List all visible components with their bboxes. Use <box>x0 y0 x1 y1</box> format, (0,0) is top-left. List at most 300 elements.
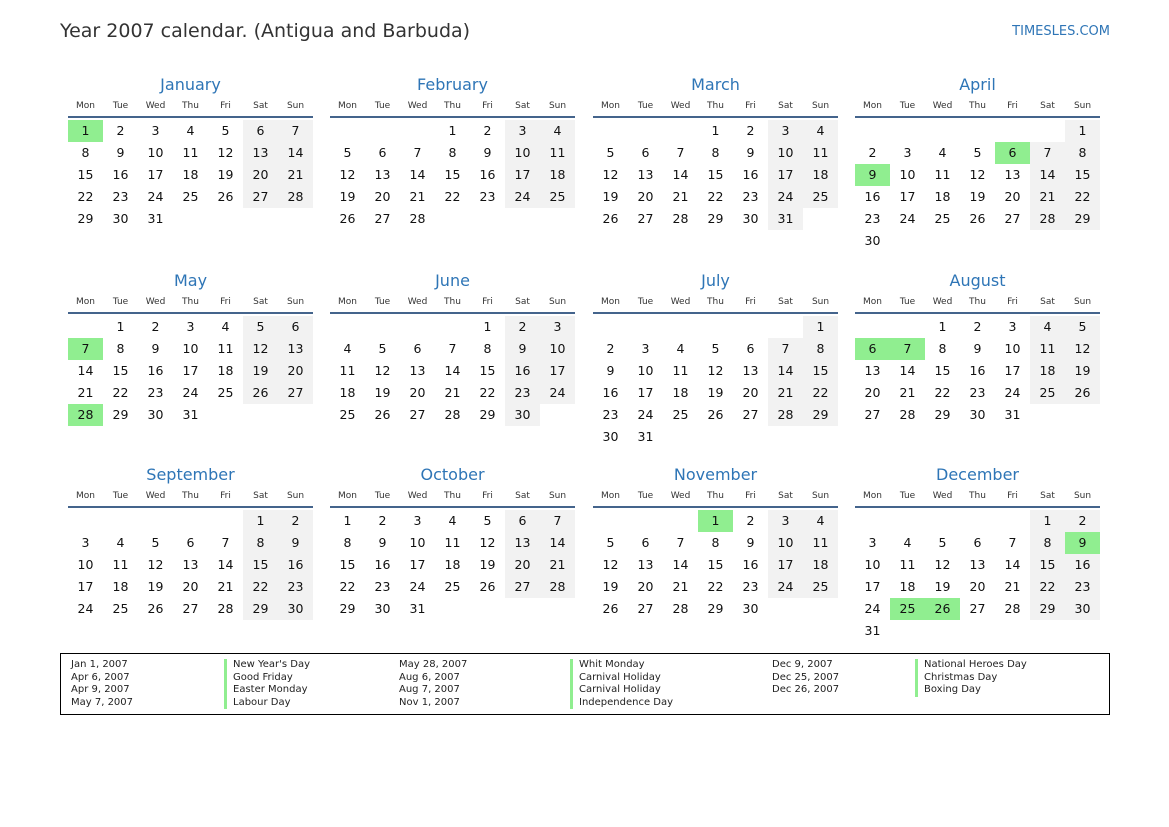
day-cell[interactable]: 16 <box>969 363 986 378</box>
day-cell[interactable]: 6 <box>243 120 278 142</box>
day-cell[interactable]: 8 <box>1030 532 1065 554</box>
day-cell[interactable]: 22 <box>707 579 724 594</box>
day-cell[interactable]: 2 <box>151 319 160 334</box>
day-cell[interactable]: 23 <box>742 189 759 204</box>
day-cell[interactable]: 2 <box>278 510 313 532</box>
day-cell[interactable]: 11 <box>1030 338 1065 360</box>
day-cell[interactable]: 12 <box>602 557 619 572</box>
day-cell[interactable]: 24 <box>540 382 575 404</box>
day-cell[interactable]: 27 <box>969 601 986 616</box>
day-cell[interactable]: 24 <box>768 576 803 598</box>
day-cell[interactable]: 9 <box>378 535 387 550</box>
day-cell[interactable]: 27 <box>243 186 278 208</box>
day-cell[interactable]: 20 <box>637 189 654 204</box>
day-cell[interactable]: 9 <box>483 145 492 160</box>
day-cell[interactable]: 5 <box>606 145 615 160</box>
day-cell[interactable]: 15 <box>1065 164 1100 186</box>
day-cell[interactable]: 16 <box>742 167 759 182</box>
day-cell[interactable]: 15 <box>479 363 496 378</box>
day-cell[interactable]: 19 <box>969 189 986 204</box>
day-cell[interactable]: 24 <box>637 407 654 422</box>
day-cell[interactable]: 30 <box>374 601 391 616</box>
day-cell[interactable]: 22 <box>707 189 724 204</box>
day-cell[interactable]: 28 <box>217 601 234 616</box>
day-cell[interactable]: 4 <box>803 510 838 532</box>
day-cell[interactable]: 15 <box>444 167 461 182</box>
day-cell[interactable]: 26 <box>243 382 278 404</box>
day-cell[interactable]: 20 <box>409 385 426 400</box>
day-cell[interactable]: 28 <box>672 601 689 616</box>
day-cell[interactable]: 28 <box>540 576 575 598</box>
day-cell[interactable]: 1 <box>243 510 278 532</box>
day-cell[interactable]: 23 <box>505 382 540 404</box>
day-cell[interactable]: 23 <box>479 189 496 204</box>
day-cell[interactable]: 14 <box>672 557 689 572</box>
day-cell[interactable]: 15 <box>1030 554 1065 576</box>
day-cell[interactable]: 27 <box>278 382 313 404</box>
day-cell[interactable]: 22 <box>339 579 356 594</box>
day-cell[interactable]: 23 <box>742 579 759 594</box>
day-cell[interactable]: 30 <box>147 407 164 422</box>
day-cell[interactable]: 1 <box>803 316 838 338</box>
holiday-day-cell[interactable]: 9 <box>855 164 890 186</box>
day-cell[interactable]: 8 <box>711 535 720 550</box>
day-cell[interactable]: 2 <box>868 145 877 160</box>
day-cell[interactable]: 12 <box>707 363 724 378</box>
day-cell[interactable]: 21 <box>768 382 803 404</box>
holiday-day-cell[interactable]: 6 <box>855 338 890 360</box>
day-cell[interactable]: 4 <box>676 341 685 356</box>
day-cell[interactable]: 17 <box>505 164 540 186</box>
day-cell[interactable]: 3 <box>768 510 803 532</box>
day-cell[interactable]: 5 <box>938 535 947 550</box>
day-cell[interactable]: 26 <box>602 601 619 616</box>
day-cell[interactable]: 20 <box>278 360 313 382</box>
day-cell[interactable]: 11 <box>339 363 356 378</box>
day-cell[interactable]: 21 <box>217 579 234 594</box>
day-cell[interactable]: 8 <box>711 145 720 160</box>
day-cell[interactable]: 18 <box>803 554 838 576</box>
day-cell[interactable]: 5 <box>221 123 230 138</box>
day-cell[interactable]: 7 <box>768 338 803 360</box>
day-cell[interactable]: 8 <box>1065 142 1100 164</box>
day-cell[interactable]: 8 <box>483 341 492 356</box>
day-cell[interactable]: 5 <box>151 535 160 550</box>
day-cell[interactable]: 26 <box>1065 382 1100 404</box>
day-cell[interactable]: 27 <box>1004 211 1021 226</box>
day-cell[interactable]: 15 <box>707 167 724 182</box>
day-cell[interactable]: 31 <box>147 211 164 226</box>
day-cell[interactable]: 6 <box>746 341 755 356</box>
day-cell[interactable]: 8 <box>803 338 838 360</box>
day-cell[interactable]: 9 <box>606 363 615 378</box>
day-cell[interactable]: 3 <box>1008 319 1017 334</box>
day-cell[interactable]: 17 <box>768 164 803 186</box>
day-cell[interactable]: 17 <box>77 579 94 594</box>
day-cell[interactable]: 3 <box>505 120 540 142</box>
day-cell[interactable]: 12 <box>1065 338 1100 360</box>
day-cell[interactable]: 31 <box>409 601 426 616</box>
day-cell[interactable]: 24 <box>409 579 426 594</box>
day-cell[interactable]: 14 <box>672 167 689 182</box>
day-cell[interactable]: 3 <box>768 120 803 142</box>
day-cell[interactable]: 5 <box>378 341 387 356</box>
day-cell[interactable]: 10 <box>77 557 94 572</box>
day-cell[interactable]: 4 <box>116 535 125 550</box>
day-cell[interactable]: 1 <box>938 319 947 334</box>
day-cell[interactable]: 19 <box>339 189 356 204</box>
day-cell[interactable]: 22 <box>934 385 951 400</box>
day-cell[interactable]: 7 <box>676 145 685 160</box>
day-cell[interactable]: 20 <box>637 579 654 594</box>
day-cell[interactable]: 10 <box>505 142 540 164</box>
day-cell[interactable]: 12 <box>147 557 164 572</box>
day-cell[interactable]: 20 <box>742 385 759 400</box>
day-cell[interactable]: 7 <box>413 145 422 160</box>
day-cell[interactable]: 15 <box>77 167 94 182</box>
day-cell[interactable]: 29 <box>803 404 838 426</box>
day-cell[interactable]: 19 <box>374 385 391 400</box>
day-cell[interactable]: 31 <box>182 407 199 422</box>
day-cell[interactable]: 23 <box>147 385 164 400</box>
day-cell[interactable]: 19 <box>934 579 951 594</box>
day-cell[interactable]: 27 <box>505 576 540 598</box>
day-cell[interactable]: 7 <box>221 535 230 550</box>
day-cell[interactable]: 14 <box>540 532 575 554</box>
holiday-day-cell[interactable]: 7 <box>890 338 925 360</box>
day-cell[interactable]: 2 <box>116 123 125 138</box>
day-cell[interactable]: 30 <box>969 407 986 422</box>
day-cell[interactable]: 11 <box>444 535 461 550</box>
day-cell[interactable]: 21 <box>1030 186 1065 208</box>
day-cell[interactable]: 25 <box>803 576 838 598</box>
day-cell[interactable]: 20 <box>182 579 199 594</box>
day-cell[interactable]: 8 <box>243 532 278 554</box>
day-cell[interactable]: 13 <box>374 167 391 182</box>
day-cell[interactable]: 21 <box>672 189 689 204</box>
day-cell[interactable]: 8 <box>116 341 125 356</box>
holiday-day-cell[interactable]: 1 <box>68 120 103 142</box>
day-cell[interactable]: 25 <box>444 579 461 594</box>
day-cell[interactable]: 18 <box>899 579 916 594</box>
day-cell[interactable]: 19 <box>1065 360 1100 382</box>
day-cell[interactable]: 18 <box>444 557 461 572</box>
day-cell[interactable]: 14 <box>899 363 916 378</box>
day-cell[interactable]: 14 <box>1030 164 1065 186</box>
day-cell[interactable]: 10 <box>864 557 881 572</box>
day-cell[interactable]: 27 <box>637 211 654 226</box>
day-cell[interactable]: 20 <box>243 164 278 186</box>
day-cell[interactable]: 29 <box>1030 598 1065 620</box>
day-cell[interactable]: 22 <box>77 189 94 204</box>
day-cell[interactable]: 26 <box>479 579 496 594</box>
day-cell[interactable]: 19 <box>243 360 278 382</box>
day-cell[interactable]: 17 <box>147 167 164 182</box>
day-cell[interactable]: 12 <box>339 167 356 182</box>
day-cell[interactable]: 20 <box>864 385 881 400</box>
day-cell[interactable]: 18 <box>217 363 234 378</box>
day-cell[interactable]: 9 <box>278 532 313 554</box>
day-cell[interactable]: 17 <box>864 579 881 594</box>
day-cell[interactable]: 6 <box>641 535 650 550</box>
day-cell[interactable]: 24 <box>77 601 94 616</box>
day-cell[interactable]: 28 <box>444 407 461 422</box>
day-cell[interactable]: 1 <box>483 319 492 334</box>
day-cell[interactable]: 14 <box>409 167 426 182</box>
day-cell[interactable]: 22 <box>444 189 461 204</box>
day-cell[interactable]: 16 <box>742 557 759 572</box>
day-cell[interactable]: 23 <box>278 576 313 598</box>
day-cell[interactable]: 4 <box>903 535 912 550</box>
day-cell[interactable]: 30 <box>1065 598 1100 620</box>
day-cell[interactable]: 10 <box>1004 341 1021 356</box>
day-cell[interactable]: 7 <box>676 535 685 550</box>
day-cell[interactable]: 28 <box>1030 208 1065 230</box>
day-cell[interactable]: 18 <box>182 167 199 182</box>
day-cell[interactable]: 25 <box>1030 382 1065 404</box>
day-cell[interactable]: 4 <box>938 145 947 160</box>
day-cell[interactable]: 16 <box>112 167 129 182</box>
day-cell[interactable]: 25 <box>934 211 951 226</box>
day-cell[interactable]: 16 <box>479 167 496 182</box>
day-cell[interactable]: 4 <box>221 319 230 334</box>
holiday-day-cell[interactable]: 25 <box>890 598 925 620</box>
day-cell[interactable]: 31 <box>1004 407 1021 422</box>
day-cell[interactable]: 5 <box>606 535 615 550</box>
day-cell[interactable]: 9 <box>973 341 982 356</box>
day-cell[interactable]: 25 <box>672 407 689 422</box>
day-cell[interactable]: 1 <box>448 123 457 138</box>
day-cell[interactable]: 16 <box>147 363 164 378</box>
holiday-day-cell[interactable]: 7 <box>68 338 103 360</box>
day-cell[interactable]: 5 <box>483 513 492 528</box>
day-cell[interactable]: 9 <box>151 341 160 356</box>
day-cell[interactable]: 29 <box>77 211 94 226</box>
day-cell[interactable]: 3 <box>413 513 422 528</box>
day-cell[interactable]: 11 <box>803 142 838 164</box>
day-cell[interactable]: 31 <box>864 623 881 638</box>
day-cell[interactable]: 2 <box>973 319 982 334</box>
day-cell[interactable]: 26 <box>707 407 724 422</box>
day-cell[interactable]: 30 <box>864 233 881 248</box>
day-cell[interactable]: 4 <box>540 120 575 142</box>
day-cell[interactable]: 13 <box>409 363 426 378</box>
day-cell[interactable]: 6 <box>278 316 313 338</box>
day-cell[interactable]: 3 <box>868 535 877 550</box>
day-cell[interactable]: 12 <box>374 363 391 378</box>
day-cell[interactable]: 12 <box>479 535 496 550</box>
day-cell[interactable]: 7 <box>540 510 575 532</box>
day-cell[interactable]: 13 <box>505 532 540 554</box>
day-cell[interactable]: 23 <box>602 407 619 422</box>
day-cell[interactable]: 25 <box>540 186 575 208</box>
day-cell[interactable]: 23 <box>112 189 129 204</box>
day-cell[interactable]: 9 <box>746 535 755 550</box>
day-cell[interactable]: 25 <box>182 189 199 204</box>
day-cell[interactable]: 23 <box>1065 576 1100 598</box>
day-cell[interactable]: 26 <box>602 211 619 226</box>
day-cell[interactable]: 14 <box>217 557 234 572</box>
day-cell[interactable]: 17 <box>1004 363 1021 378</box>
day-cell[interactable]: 31 <box>637 429 654 444</box>
day-cell[interactable]: 4 <box>803 120 838 142</box>
day-cell[interactable]: 2 <box>746 513 755 528</box>
day-cell[interactable]: 24 <box>768 186 803 208</box>
day-cell[interactable]: 24 <box>182 385 199 400</box>
day-cell[interactable]: 1 <box>343 513 352 528</box>
day-cell[interactable]: 20 <box>969 579 986 594</box>
day-cell[interactable]: 22 <box>112 385 129 400</box>
day-cell[interactable]: 11 <box>217 341 234 356</box>
day-cell[interactable]: 24 <box>1004 385 1021 400</box>
day-cell[interactable]: 24 <box>864 601 881 616</box>
day-cell[interactable]: 17 <box>768 554 803 576</box>
day-cell[interactable]: 29 <box>112 407 129 422</box>
day-cell[interactable]: 10 <box>899 167 916 182</box>
day-cell[interactable]: 14 <box>77 363 94 378</box>
day-cell[interactable]: 16 <box>278 554 313 576</box>
day-cell[interactable]: 11 <box>803 532 838 554</box>
day-cell[interactable]: 7 <box>1008 535 1017 550</box>
day-cell[interactable]: 28 <box>672 211 689 226</box>
day-cell[interactable]: 15 <box>243 554 278 576</box>
day-cell[interactable]: 11 <box>182 145 199 160</box>
day-cell[interactable]: 20 <box>505 554 540 576</box>
day-cell[interactable]: 12 <box>243 338 278 360</box>
day-cell[interactable]: 2 <box>378 513 387 528</box>
day-cell[interactable]: 13 <box>278 338 313 360</box>
day-cell[interactable]: 16 <box>864 189 881 204</box>
day-cell[interactable]: 19 <box>602 189 619 204</box>
day-cell[interactable]: 29 <box>479 407 496 422</box>
day-cell[interactable]: 2 <box>606 341 615 356</box>
day-cell[interactable]: 15 <box>707 557 724 572</box>
day-cell[interactable]: 29 <box>934 407 951 422</box>
day-cell[interactable]: 21 <box>278 164 313 186</box>
holiday-day-cell[interactable]: 1 <box>698 510 733 532</box>
day-cell[interactable]: 3 <box>903 145 912 160</box>
day-cell[interactable]: 30 <box>278 598 313 620</box>
day-cell[interactable]: 13 <box>182 557 199 572</box>
day-cell[interactable]: 12 <box>969 167 986 182</box>
day-cell[interactable]: 13 <box>243 142 278 164</box>
holiday-day-cell[interactable]: 28 <box>68 404 103 426</box>
day-cell[interactable]: 15 <box>934 363 951 378</box>
day-cell[interactable]: 18 <box>112 579 129 594</box>
day-cell[interactable]: 19 <box>217 167 234 182</box>
day-cell[interactable]: 8 <box>938 341 947 356</box>
day-cell[interactable]: 18 <box>339 385 356 400</box>
day-cell[interactable]: 21 <box>1004 579 1021 594</box>
day-cell[interactable]: 24 <box>899 211 916 226</box>
day-cell[interactable]: 11 <box>934 167 951 182</box>
day-cell[interactable]: 14 <box>768 360 803 382</box>
day-cell[interactable]: 29 <box>1065 208 1100 230</box>
day-cell[interactable]: 26 <box>339 211 356 226</box>
day-cell[interactable]: 6 <box>413 341 422 356</box>
day-cell[interactable]: 5 <box>711 341 720 356</box>
day-cell[interactable]: 2 <box>746 123 755 138</box>
day-cell[interactable]: 2 <box>505 316 540 338</box>
day-cell[interactable]: 4 <box>186 123 195 138</box>
day-cell[interactable]: 10 <box>409 535 426 550</box>
day-cell[interactable]: 15 <box>339 557 356 572</box>
day-cell[interactable]: 4 <box>343 341 352 356</box>
day-cell[interactable]: 26 <box>217 189 234 204</box>
day-cell[interactable]: 28 <box>278 186 313 208</box>
day-cell[interactable]: 19 <box>479 557 496 572</box>
day-cell[interactable]: 29 <box>243 598 278 620</box>
day-cell[interactable]: 17 <box>540 360 575 382</box>
day-cell[interactable]: 28 <box>1004 601 1021 616</box>
site-link[interactable]: TIMESLES.COM <box>1012 24 1110 39</box>
day-cell[interactable]: 26 <box>147 601 164 616</box>
day-cell[interactable]: 30 <box>505 404 540 426</box>
day-cell[interactable]: 3 <box>186 319 195 334</box>
day-cell[interactable]: 10 <box>637 363 654 378</box>
day-cell[interactable]: 5 <box>343 145 352 160</box>
day-cell[interactable]: 27 <box>409 407 426 422</box>
day-cell[interactable]: 6 <box>641 145 650 160</box>
day-cell[interactable]: 9 <box>505 338 540 360</box>
day-cell[interactable]: 19 <box>602 579 619 594</box>
day-cell[interactable]: 13 <box>742 363 759 378</box>
day-cell[interactable]: 11 <box>899 557 916 572</box>
day-cell[interactable]: 6 <box>378 145 387 160</box>
day-cell[interactable]: 3 <box>81 535 90 550</box>
day-cell[interactable]: 12 <box>934 557 951 572</box>
day-cell[interactable]: 26 <box>374 407 391 422</box>
day-cell[interactable]: 17 <box>182 363 199 378</box>
day-cell[interactable]: 13 <box>969 557 986 572</box>
day-cell[interactable]: 5 <box>973 145 982 160</box>
day-cell[interactable]: 17 <box>409 557 426 572</box>
day-cell[interactable]: 3 <box>540 316 575 338</box>
day-cell[interactable]: 30 <box>602 429 619 444</box>
day-cell[interactable]: 25 <box>217 385 234 400</box>
day-cell[interactable]: 29 <box>707 601 724 616</box>
day-cell[interactable]: 10 <box>768 142 803 164</box>
day-cell[interactable]: 9 <box>116 145 125 160</box>
day-cell[interactable]: 6 <box>505 510 540 532</box>
day-cell[interactable]: 29 <box>339 601 356 616</box>
day-cell[interactable]: 29 <box>707 211 724 226</box>
holiday-day-cell[interactable]: 6 <box>995 142 1030 164</box>
day-cell[interactable]: 1 <box>1030 510 1065 532</box>
day-cell[interactable]: 23 <box>969 385 986 400</box>
day-cell[interactable]: 27 <box>374 211 391 226</box>
day-cell[interactable]: 21 <box>77 385 94 400</box>
day-cell[interactable]: 11 <box>112 557 129 572</box>
day-cell[interactable]: 16 <box>1065 554 1100 576</box>
day-cell[interactable]: 13 <box>637 167 654 182</box>
day-cell[interactable]: 8 <box>81 145 90 160</box>
day-cell[interactable]: 18 <box>803 164 838 186</box>
day-cell[interactable]: 4 <box>448 513 457 528</box>
day-cell[interactable]: 1 <box>116 319 125 334</box>
day-cell[interactable]: 13 <box>637 557 654 572</box>
day-cell[interactable]: 5 <box>243 316 278 338</box>
day-cell[interactable]: 21 <box>540 554 575 576</box>
day-cell[interactable]: 13 <box>864 363 881 378</box>
day-cell[interactable]: 24 <box>505 186 540 208</box>
day-cell[interactable]: 14 <box>444 363 461 378</box>
day-cell[interactable]: 24 <box>147 189 164 204</box>
day-cell[interactable]: 27 <box>637 601 654 616</box>
day-cell[interactable]: 30 <box>112 211 129 226</box>
day-cell[interactable]: 14 <box>1004 557 1021 572</box>
day-cell[interactable]: 10 <box>540 338 575 360</box>
